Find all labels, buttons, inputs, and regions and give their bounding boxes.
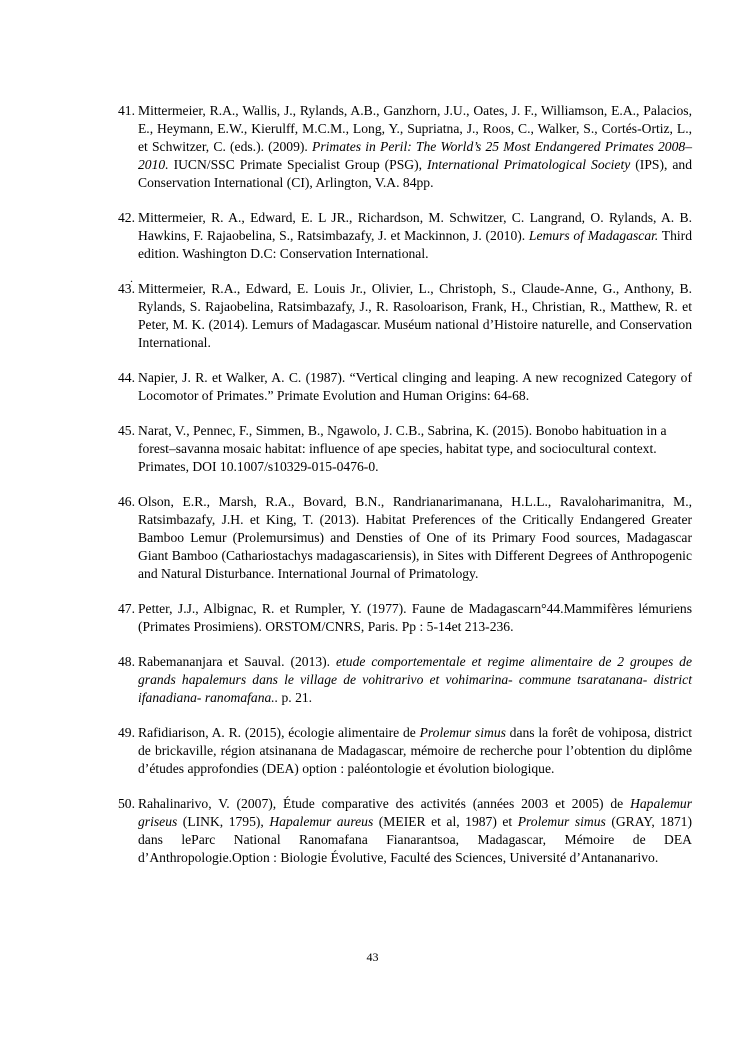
reference-text-segment: Petter, J.J., Albignac, R. et Rumpler, Y. (1977). Faune de Madagascarn°44.Mammifères lémuriens (Primates Prosimiens). ORSTOM/CNRS, Paris. Pp : 5-14et 213-236. (138, 601, 692, 634)
reference-entry (118, 795, 692, 867)
reference-text (138, 209, 692, 263)
reference-italic-text: Hapalemur griseus (138, 796, 692, 829)
reference-text-segment: p. 21. (278, 690, 313, 705)
reference-italic-text: Lemurs of Madagascar. (528, 228, 659, 243)
reference-entry (118, 209, 692, 263)
reference-spacer (118, 583, 692, 600)
reference-entry (118, 653, 692, 707)
reference-text-segment: Third edition. Washington D.C: Conservation International. (138, 228, 692, 261)
reference-text-segment: dans la forêt de vohiposa, district de brickaville, région atsinanana de Madagascar, mémoire de recherche pour l’obtention du diplôme d’études approfondies (DEA) option : paléontologie et évolution biologique. (138, 725, 692, 776)
reference-number: 50. (118, 796, 135, 811)
reference-text-segment: Rafidiarison, A. R. (2015), écologie alimentaire de (138, 725, 420, 740)
reference-text (138, 369, 692, 405)
reference-text-segment: Mittermeier, R.A., Wallis, J., Rylands, A.B., Ganzhorn, J.U., Oates, J. F., Williamson, E.A., Palacios, E., Heymann, E.W., Kierulff, M.C.M., Long, Y., Supriatna, J., Roos, C., Walker, S., Cortés-Ortiz, L., et Schwitzer, C. (eds.). (2009). (138, 103, 692, 154)
reference-text (138, 600, 692, 636)
reference-entry (118, 102, 692, 192)
reference-text-segment: Rahalinarivo, V. (2007), Étude comparative des activités (années 2003 et 2005) de (138, 796, 631, 811)
reference-spacer (118, 405, 692, 422)
reference-text (138, 102, 692, 192)
reference-text-segment: Olson, E.R., Marsh, R.A., Bovard, B.N., Randrianarimanana, H.L.L., Ravaloharimanitra, M., Ratsimbazafy, J.H. et King, T. (2013). Habitat Preferences of the Critically Endangered Greater Bamboo Lemur (Prolemursimus) and Densties of One of its Primary Food sources, Madagascar Giant Bamboo (Cathariostachys madagascariensis), in Sites with Different Degrees of Anthropogenic and Natural Disturbance. International Journal of Primatology. (138, 494, 692, 581)
reference-number: 48. (118, 654, 135, 669)
reference-italic-text: etude comportementale et regime alimentaire de 2 groupes de grands hapalemurs dans le village de vohitrarivo et vohimarina- commune tsaratanana- district ifanadiana- ranomafana.. (138, 654, 692, 705)
reference-entry (118, 600, 692, 636)
page-number: 43 (366, 950, 379, 964)
reference-number: 43. (118, 281, 135, 296)
reference-entry (118, 422, 692, 476)
reference-text-segment: Napier, J. R. et Walker, A. C. (1987). “Vertical clinging and leaping. A new recognized Category of Locomotor of Primates.” Primate Evolution and Human Origins: 64-68. (138, 370, 692, 403)
reference-text (138, 724, 692, 778)
reference-italic-text: Primates in Peril: The World’s 25 Most Endangered Primates 2008–2010. (138, 139, 692, 172)
reference-number: 44. (118, 370, 135, 385)
reference-text (138, 422, 692, 476)
reference-number: 49. (118, 725, 135, 740)
reference-italic-text: Prolemur simus (419, 725, 506, 740)
reference-text-segment: Mittermeier, R.A., Edward, E. Louis Jr., Olivier, L., Christoph, S., Claude-Anne, G., Anthony, B. Rylands, S. Rajaobelina, Ratsimbazafy, J., R. Rasoloarison, Frank, H., Christian, R., Matthew, R. et Peter, M. K. (2014). Lemurs of Madagascar. Muséum national d’Histoire naturelle, and Conservation International. (138, 281, 692, 350)
reference-spacer (118, 476, 692, 493)
reference-text-segment: (IPS), and Conservation International (CI), Arlington, V.A. 84pp. (138, 157, 692, 190)
reference-number: 42. (118, 210, 135, 225)
reference-spacer (118, 636, 692, 653)
reference-text (138, 795, 692, 867)
stray-period: . (130, 271, 133, 285)
reference-entry (118, 280, 692, 352)
reference-text (138, 493, 692, 583)
reference-number: 47. (118, 601, 135, 616)
reference-spacer (118, 778, 692, 795)
reference-number: 45. (118, 423, 135, 438)
reference-text-segment: (LINK, 1795), (177, 814, 270, 829)
reference-text-segment: Mittermeier, R. A., Edward, E. L JR., Richardson, M. Schwitzer, C. Langrand, O. Rylands, A. B. Hawkins, F. Rajaobelina, S., Ratsimbazafy, J. et Mackinnon, J. (2010). (138, 210, 692, 243)
reference-italic-text: International Primatological Society (427, 157, 631, 172)
reference-spacer (118, 263, 692, 280)
reference-number: 41. (118, 103, 135, 118)
reference-text-segment: Rabemananjara et Sauval. (2013). (138, 654, 336, 669)
reference-entry (118, 493, 692, 583)
reference-text (138, 280, 692, 352)
reference-spacer (118, 707, 692, 724)
reference-text-segment: Narat, V., Pennec, F., Simmen, B., Ngawolo, J. C.B., Sabrina, K. (2015). Bonobo habituation in a forest–savanna mosaic habitat: influence of ape species, habitat type, and sociocultural context. Primates, DOI 10.1007/s10329-015-0476-0. (138, 423, 667, 474)
reference-spacer (118, 352, 692, 369)
reference-text (138, 653, 692, 707)
reference-italic-text: Prolemur simus (517, 814, 606, 829)
reference-entry (118, 369, 692, 405)
reference-number: 46. (118, 494, 135, 509)
reference-text-segment: (GRAY, 1871) dans leParc National Ranomafana Fianarantsoa, Madagascar, Mémoire de DEA d’Anthropologie.Option : Biologie Évolutive, Faculté des Sciences, Université d’Antananarivo. (138, 814, 692, 865)
reference-text-segment: (MEIER et al, 1987) et (373, 814, 518, 829)
reference-spacer (118, 192, 692, 209)
reference-list (118, 102, 692, 867)
reference-italic-text: Hapalemur aureus (269, 814, 374, 829)
reference-entry (118, 724, 692, 778)
reference-text-segment: IUCN/SSC Primate Specialist Group (PSG), (168, 157, 427, 172)
